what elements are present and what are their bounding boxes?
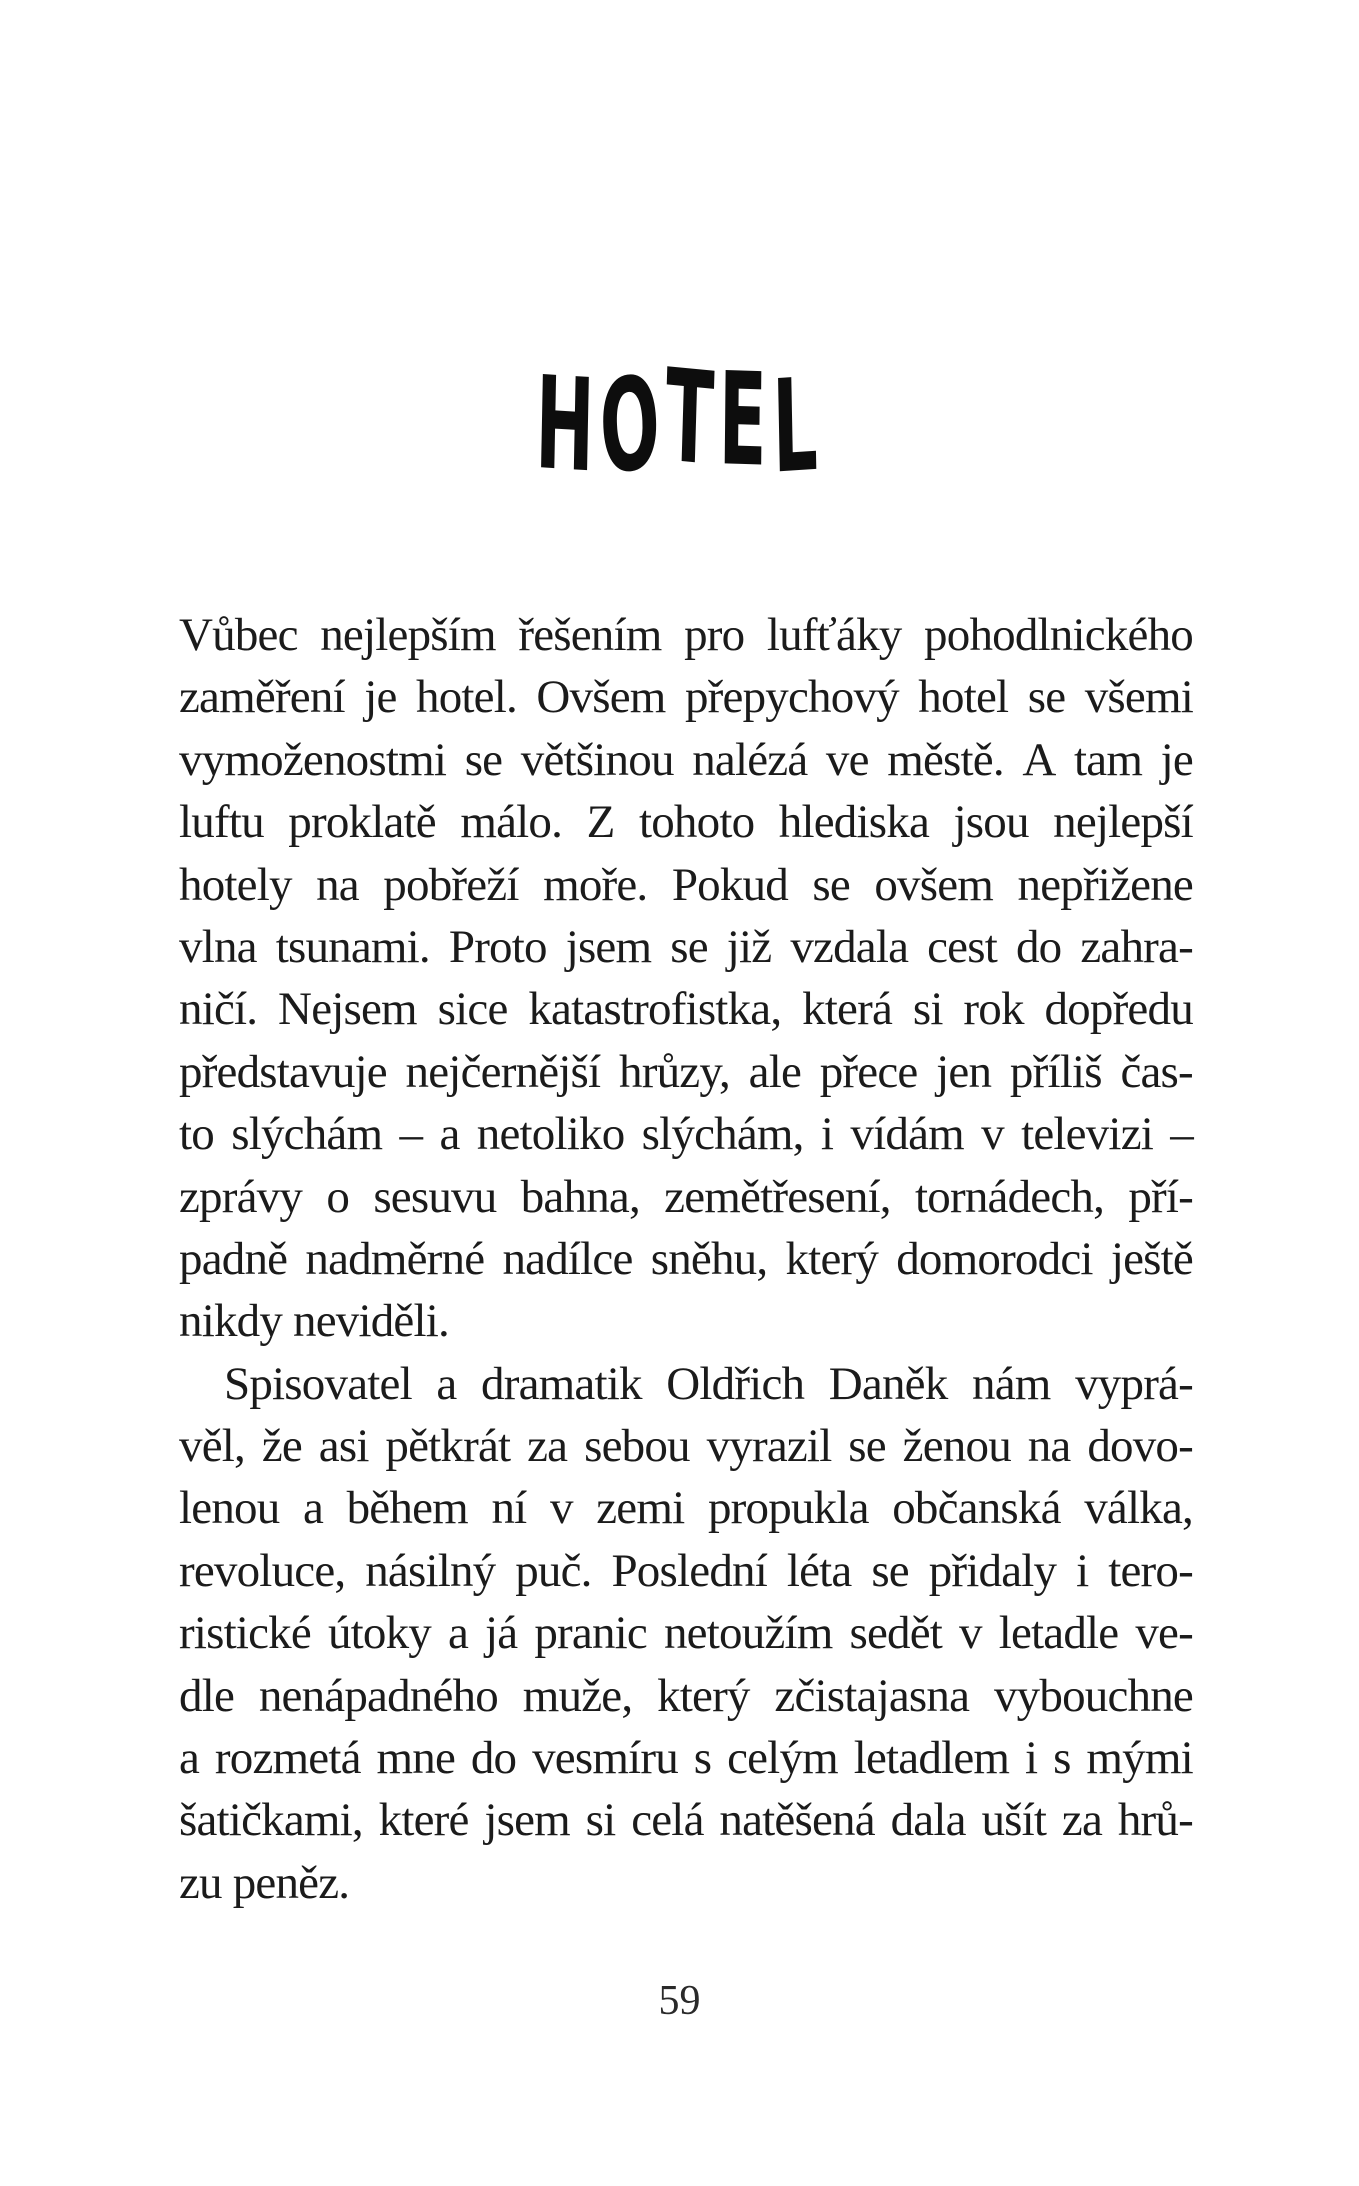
body-text	[179, 604, 1193, 1914]
text-line: a rozmetá mne do vesmíru s celým letadlem i s mými	[179, 1732, 1193, 1785]
paragraph-1	[179, 604, 1193, 1353]
text-line: hotely na pobřeží moře. Pokud se ovšem nepřižene	[179, 858, 1193, 911]
chapter-title	[0, 341, 1359, 505]
text-line: představuje nejčernější hrůzy, ale přece jen příliš čas-	[179, 1045, 1193, 1098]
text-line: šatičkami, které jsem si celá natěšená dala ušít za hrů-	[179, 1794, 1193, 1847]
title-letter: T	[663, 341, 722, 496]
text-line: zprávy o sesuvu bahna, zemětřesení, tornádech, pří-	[179, 1170, 1193, 1223]
text-line: dle nenápadného muže, který zčistajasna vybouchne	[179, 1669, 1193, 1722]
text-line: padně nadměrné nadílce sněhu, který domorodci ještě	[179, 1232, 1193, 1285]
page-number: 59	[658, 1978, 701, 2024]
text-line: nikdy neviděli.	[179, 1295, 449, 1348]
paragraph-2	[179, 1353, 1193, 1915]
title-letter: L	[771, 350, 825, 503]
chapter-title-text	[534, 341, 825, 505]
text-line: lenou a během ní v zemi propukla občanská válka,	[179, 1482, 1193, 1535]
text-line: Vůbec nejlepším řešením pro lufťáky pohodlnického	[179, 609, 1193, 661]
text-line: věl, že asi pětkrát za sebou vyrazil se ženou na dovo-	[179, 1420, 1193, 1473]
text-line: to slýchám – a netoliko slýchám, i vídám v televizi –	[179, 1108, 1193, 1161]
title-letter: E	[718, 345, 774, 496]
text-line: Spisovatel a dramatik Oldřich Daněk nám vyprá-	[224, 1357, 1193, 1410]
text-line: vlna tsunami. Proto jsem se již vzdala cest do zahra-	[179, 920, 1193, 973]
text-line: zu peněz.	[179, 1856, 350, 1909]
text-line: vymoženostmi se většinou nalézá ve městě. A tam je	[179, 733, 1193, 786]
text-line: revoluce, násilný puč. Poslední léta se přidaly i tero-	[179, 1544, 1193, 1597]
text-line: ničí. Nejsem sice katastrofistka, která si rok dopředu	[179, 983, 1193, 1036]
title-letter: H	[534, 349, 602, 502]
text-line: ristické útoky a já pranic netoužím sedět v letadle ve-	[179, 1607, 1193, 1660]
text-line: luftu proklatě málo. Z tohoto hlediska jsou nejlepší	[179, 796, 1193, 849]
text-line: zaměření je hotel. Ovšem přepychový hotel se všemi	[179, 671, 1193, 724]
title-letter: O	[596, 346, 670, 505]
